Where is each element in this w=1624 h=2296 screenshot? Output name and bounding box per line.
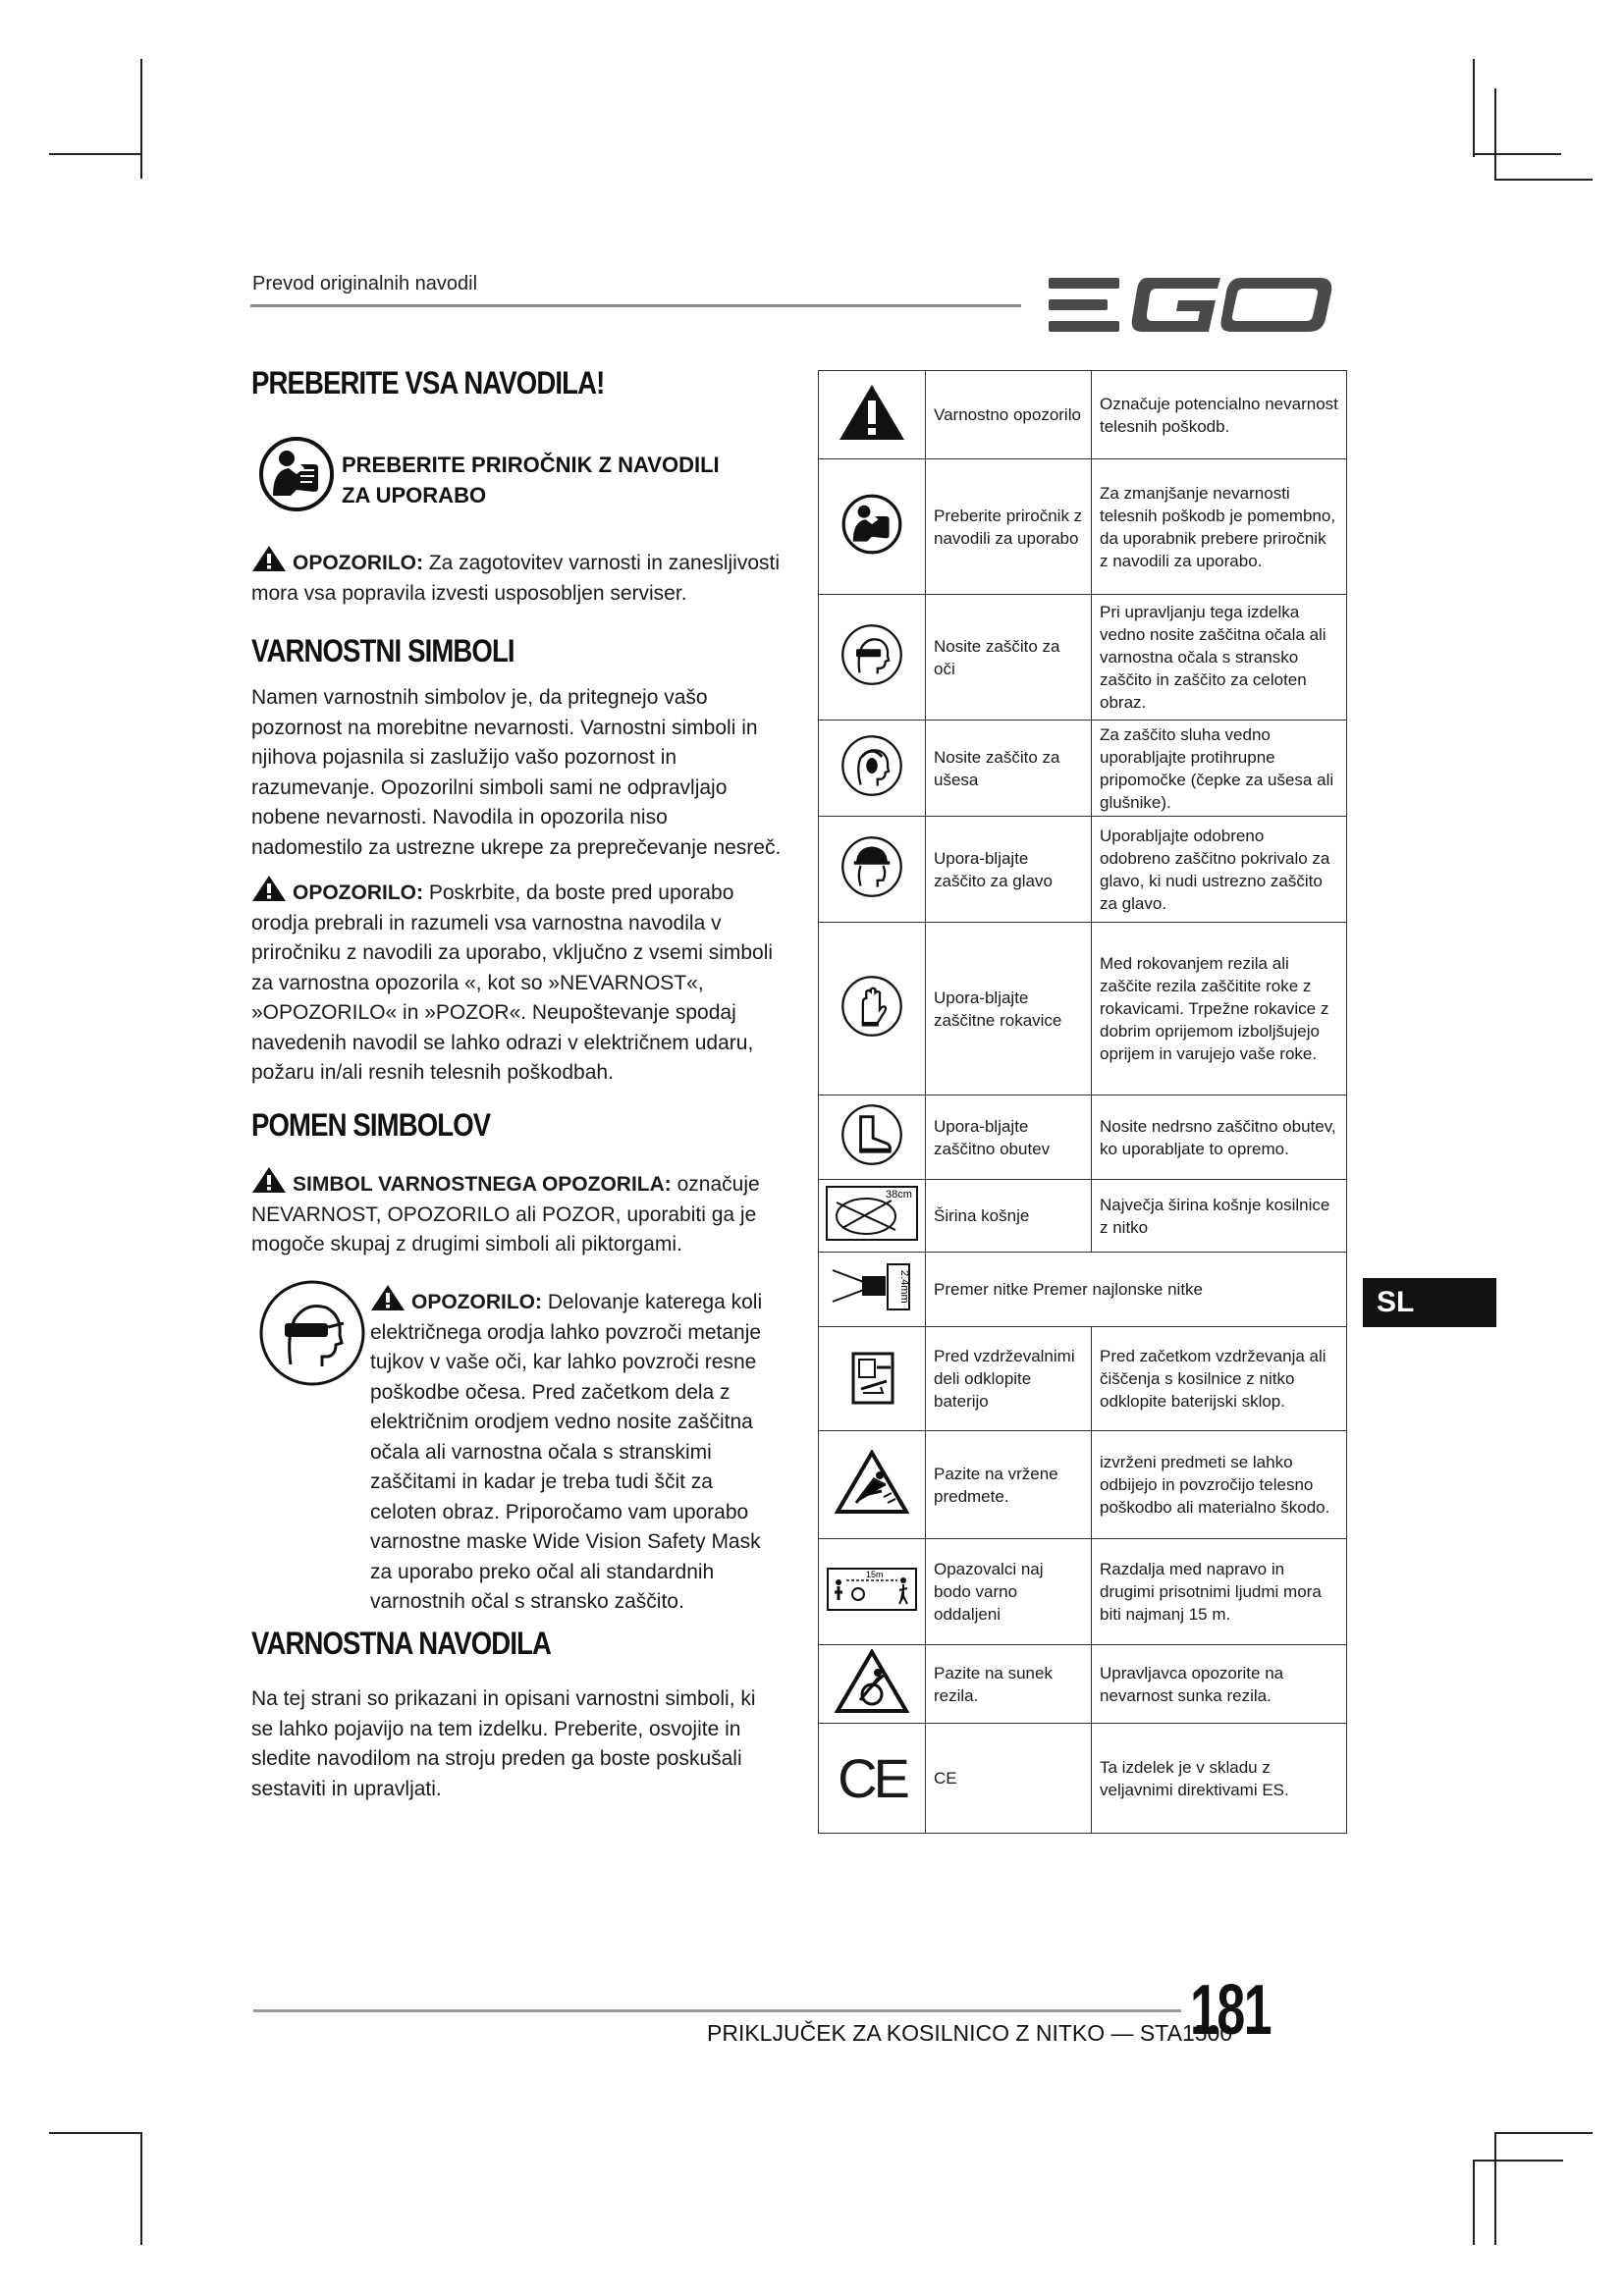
cutting-width-icon [819,1180,926,1253]
crop-mark [1494,179,1593,181]
table-symbol-desc: Označuje potencialno nevarnost telesnih poškodb. [1092,371,1347,459]
table-row [819,1180,1347,1253]
table-symbol-name: Preberite priročnik z navodili za uporabo [926,459,1092,595]
table-row [819,1095,1347,1180]
footer-title: PRIKLJUČEK ZA KOSILNICO Z NITKO — STA1500 [707,2020,1233,2046]
symbols-table [818,370,1347,1834]
ce-mark-icon: CE [819,1724,926,1834]
table-symbol-desc: Upravljavca opozorite na nevarnost sunka rezila. [1092,1645,1347,1724]
warning-3-text: Delovanje katerega koli električnega orodja lahko povzroči metanje tujkov v vaše oči, kar lahko povzroči resne poškodbe očesa. Pred začetkom dela z električnim orodjem vedno nosite zaščitna očala ali varnostna očala s stranskimi zaščitami in kadar je treba tudi ščit za celoten obraz. Priporočamo vam uporabo varnostne maske Wide Vision Safety Mask za uporabo preko očal ali standardnih varnostnih očal s stransko zaščito. [370,1291,763,1613]
warning-triangle-icon [251,545,287,572]
read-manual-icon [257,435,336,518]
warning-1-label: OPOZORILO: [293,552,423,574]
table-symbol-desc: Pred začetkom vzdrževanja ali čiščenja s kosilnice z nitko odklopite baterijski sklop. [1092,1327,1347,1431]
table-symbol-desc: Največja širina košnje kosilnice z nitko [1092,1180,1347,1253]
warning-triangle-icon [251,1166,287,1194]
crop-mark [1473,153,1561,155]
table-symbol-name: Upora-bljajte zaščito za glavo [926,817,1092,923]
eye-protection-large-icon [257,1278,367,1393]
line-diameter-icon [819,1253,926,1327]
header-rule [250,304,1021,307]
crop-mark [1473,2160,1563,2162]
table-row [819,721,1347,817]
eye-protection-icon [819,595,926,721]
symbol-description [251,1166,782,1260]
table-symbol-name: Upora-bljajte zaščitno obutev [926,1095,1092,1180]
disconnect-battery-icon [819,1327,926,1431]
table-symbol-name: Pazite na vržene predmete. [926,1431,1092,1539]
crop-mark [1473,59,1475,157]
table-symbol-name: Opazovalci naj bodo varno oddaljeni [926,1539,1092,1645]
table-symbol-desc: Uporabljajte odobreno odobreno zaščitno pokrivalo za glavo, ki nudi ustrezno zaščito za glavo. [1092,817,1347,923]
table-symbol-desc: Za zmanjšanje nevarnosti telesnih poškodb je pomembno, da uporabnik prebere priročnik z navodili za uporabo. [1092,459,1347,595]
cutting-width-value: 38cm [886,1188,912,1201]
table-row [819,1645,1347,1724]
table-symbol-desc: Razdalja med napravo in drugimi prisotnimi ljudmi mora biti najmanj 15 m. [1092,1539,1347,1645]
warning-2-text: Poskrbite, da boste pred uporabo orodja prebrali in razumeli vsa varnostna navodila v priročniku z navodili za uporabo, vključno z vsemi simboli za varnostna opozorila «, kot so »NEVARNOST«, »OPOZORILO« in »POZOR«. Neupoštevanje spodaj navedenih navodil se lahko odrazi v električnem udaru, požaru in/ali resnih telesnih poškodbah. [251,881,774,1084]
safety-symbols-heading: VARNOSTNI SIMBOLI [251,633,514,668]
symbol-label: SIMBOL VARNOSTNEGA OPOZORILA: [293,1173,672,1196]
table-symbol-desc: Med rokovanjem rezila ali zaščite rezila zaščitite roke z rokavicami. Trpežne rokavice z dobrim oprijemom izboljšujejo oprijem in varujejo vaše roke. [1092,923,1347,1095]
warning-2-label: OPOZORILO: [293,881,423,904]
meaning-heading: POMEN SIMBOLOV [251,1107,491,1143]
instructions-heading: VARNOSTNA NAVODILA [251,1626,552,1661]
read-manual-label-line2: ZA UPORABO [342,483,487,507]
safety-symbols-text: Namen varnostnih simbolov je, da pritegnejo vašo pozornost na morebitne nevarnosti. Varnostni simboli in njihova pojasnila si zaslužijo vašo pozornost in razumevanje. Opozorilni simboli sami ne odpravljajo nobene nevarnosti. Navodila in opozorila niso nadomestilo za ustrezne ukrepe za preprečevanje nesreč. [251,686,782,859]
crop-mark [1494,2132,1593,2134]
gloves-icon [819,923,926,1095]
warning-triangle-icon [370,1284,406,1311]
table-symbol-desc: Za zaščito sluha vedno uporabljajte protihrupne pripomočke (čepke za ušesa ali glušnike). [1092,721,1347,817]
table-row [819,371,1347,459]
language-tab: SL [1363,1278,1496,1327]
table-row [819,1431,1347,1539]
table-symbol-name: Nosite zaščito za oči [926,595,1092,721]
warning-1 [251,545,786,609]
table-row [819,595,1347,721]
table-row [819,459,1347,595]
line-diameter-value: 2.4mm [898,1269,910,1304]
warning-3-label: OPOZORILO: [411,1291,542,1313]
crop-mark [49,153,140,155]
read-manual-label-line1: PREBERITE PRIROČNIK Z NAVODILI [342,453,720,477]
crop-mark [1494,88,1496,179]
read-all-heading: PREBERITE VSA NAVODILA! [251,365,605,400]
table-row [819,1327,1347,1431]
instructions-text: Na tej strani so prikazani in opisani varnostni simboli, ki se lahko pojavijo na tem izdelku. Preberite, osvojite in sledite navodilom na stroju preden ga boste poskušali sestaviti in upravljati. [251,1687,756,1800]
table-symbol-name: Pred vzdrževalnimi deli odklopite baterijo [926,1327,1092,1431]
warning-3 [370,1284,783,1618]
table-row [819,817,1347,923]
read-manual-icon [819,459,926,595]
crop-mark [1494,2132,1496,2245]
ear-protection-icon [819,721,926,817]
bystander-distance-value: 15m [866,1569,884,1579]
boots-icon [819,1095,926,1180]
table-row [819,923,1347,1095]
table-row [819,1724,1347,1834]
table-symbol-name: Nosite zaščito za ušesa [926,721,1092,817]
table-symbol-desc: Pri upravljanju tega izdelka vedno nosite zaščitna očala ali varnostna očala s stransko zaščito in zaščito za celoten obraz. [1092,595,1347,721]
bystanders-distance-icon [819,1539,926,1645]
table-symbol-name: Varnostno opozorilo [926,371,1092,459]
table-symbol-name: Širina košnje [926,1180,1092,1253]
footer-rule [253,2009,1181,2012]
warning-2 [251,875,782,1089]
table-symbol-desc: izvrženi predmeti se lahko odbijejo in povzročijo telesno poškodbo ali materialno škodo. [1092,1431,1347,1539]
table-symbol-name: CE [926,1724,1092,1834]
table-symbol-name: Pazite na sunek rezila. [926,1645,1092,1724]
table-symbol-name: Premer nitke Premer najlonske nitke [926,1253,1347,1327]
head-protection-icon [819,817,926,923]
crop-mark [1473,2160,1475,2245]
brand-logo [1049,270,1343,344]
table-symbol-name: Upora-bljajte zaščitne rokavice [926,923,1092,1095]
warning-1-text: Za zagotovitev varnosti in zanesljivosti mora vsa popravila izvesti usposobljen serviser. [251,552,780,605]
blade-thrust-icon [819,1645,926,1724]
crop-mark [49,2132,140,2134]
symbol-text: označuje NEVARNOST, OPOZORILO ali POZOR, uporabiti ga je mogoče skupaj z drugimi simboli ali piktorgami. [251,1173,760,1255]
warning-triangle-icon [251,875,287,902]
crop-mark [140,2132,142,2245]
header-subtitle: Prevod originalnih navodil [252,273,478,294]
table-symbol-desc: Ta izdelek je v skladu z veljavnimi direktivami ES. [1092,1724,1347,1834]
table-row [819,1253,1347,1327]
table-symbol-desc: Nosite nedrsno zaščitno obutev, ko uporabljate to opremo. [1092,1095,1347,1180]
thrown-objects-icon [819,1431,926,1539]
page-number: 181 [1190,1971,1272,2050]
table-row [819,1539,1347,1645]
warning-triangle-icon [819,371,926,459]
read-manual-label [342,450,720,510]
crop-mark [140,59,142,179]
